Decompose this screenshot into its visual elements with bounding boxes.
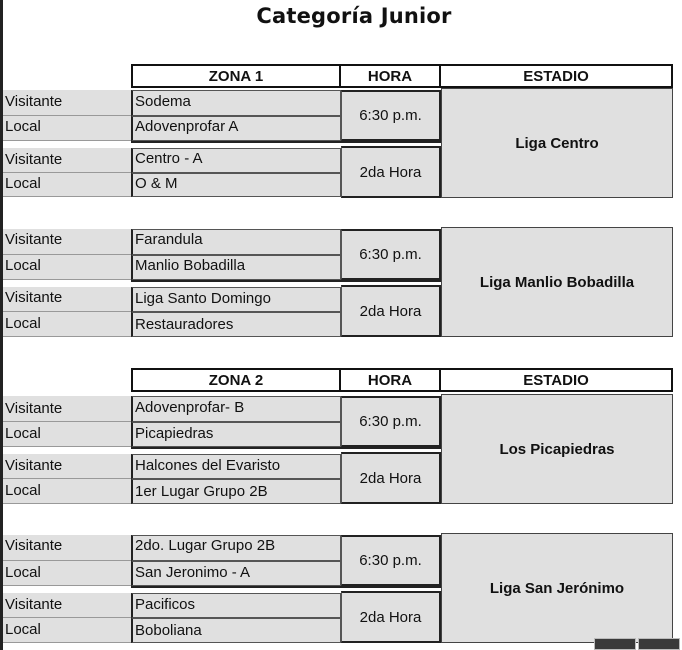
team-local: Boboliana [131,618,341,643]
team-local: Manlio Bobadilla [131,255,341,280]
match-hora: 6:30 p.m. [341,90,441,141]
role-label: Local [3,312,131,337]
match-separator [131,447,441,449]
header-zona: ZONA 1 [133,66,341,86]
role-label: Visitante [3,396,131,422]
team-visitante: Halcones del Evaristo [131,454,341,479]
team-local: 1er Lugar Grupo 2B [131,479,341,504]
team-visitante: Liga Santo Domingo [131,287,341,312]
team-local: O & M [131,173,341,197]
estadio-name: Liga San Jerónimo [441,533,673,643]
match-hora: 6:30 p.m. [341,229,441,280]
zona-1-header-row [131,64,673,88]
role-label: Local [3,422,131,447]
match-hora: 2da Hora [341,452,441,504]
role-label: Local [3,618,131,643]
match-hora: 6:30 p.m. [341,396,441,447]
role-label: Local [3,116,131,141]
match-hora: 2da Hora [341,591,441,643]
estadio-name: Los Picapiedras [441,394,673,504]
team-visitante: Adovenprofar- B [131,396,341,422]
page-title: Categoría Junior [256,4,452,28]
role-label: Visitante [3,454,131,479]
role-label: Local [3,173,131,197]
header-estadio: ESTADIO [523,371,589,389]
estadio-name: Liga Manlio Bobadilla [441,227,673,337]
team-local: Picapiedras [131,422,341,447]
role-label: Local [3,561,131,586]
role-label: Local [3,255,131,280]
team-visitante: 2do. Lugar Grupo 2B [131,535,341,561]
role-label: Visitante [3,229,131,255]
match-separator [131,586,441,588]
header-estadio: ESTADIO [523,67,589,85]
team-visitante: Sodema [131,90,341,116]
role-label: Local [3,479,131,504]
header-hora: HORA [341,66,441,86]
match-separator [131,280,441,282]
header-zona: ZONA 2 [133,370,341,390]
match-hora: 2da Hora [341,146,441,198]
role-label: Visitante [3,90,131,116]
team-visitante: Farandula [131,229,341,255]
role-label: Visitante [3,287,131,312]
match-hora: 6:30 p.m. [341,535,441,586]
role-label: Visitante [3,148,131,173]
role-label: Visitante [3,593,131,618]
team-local: Restauradores [131,312,341,337]
match-hora: 2da Hora [341,285,441,337]
team-visitante: Pacificos [131,593,341,618]
header-hora: HORA [341,370,441,390]
team-local: San Jeronimo - A [131,561,341,586]
team-visitante: Centro - A [131,148,341,173]
zona-2-header-row [131,368,673,392]
viewer-next-button[interactable] [638,638,680,650]
viewer-prev-button[interactable] [594,638,636,650]
role-label: Visitante [3,535,131,561]
match-separator [131,141,441,143]
team-local: Adovenprofar A [131,116,341,141]
estadio-name: Liga Centro [441,88,673,198]
